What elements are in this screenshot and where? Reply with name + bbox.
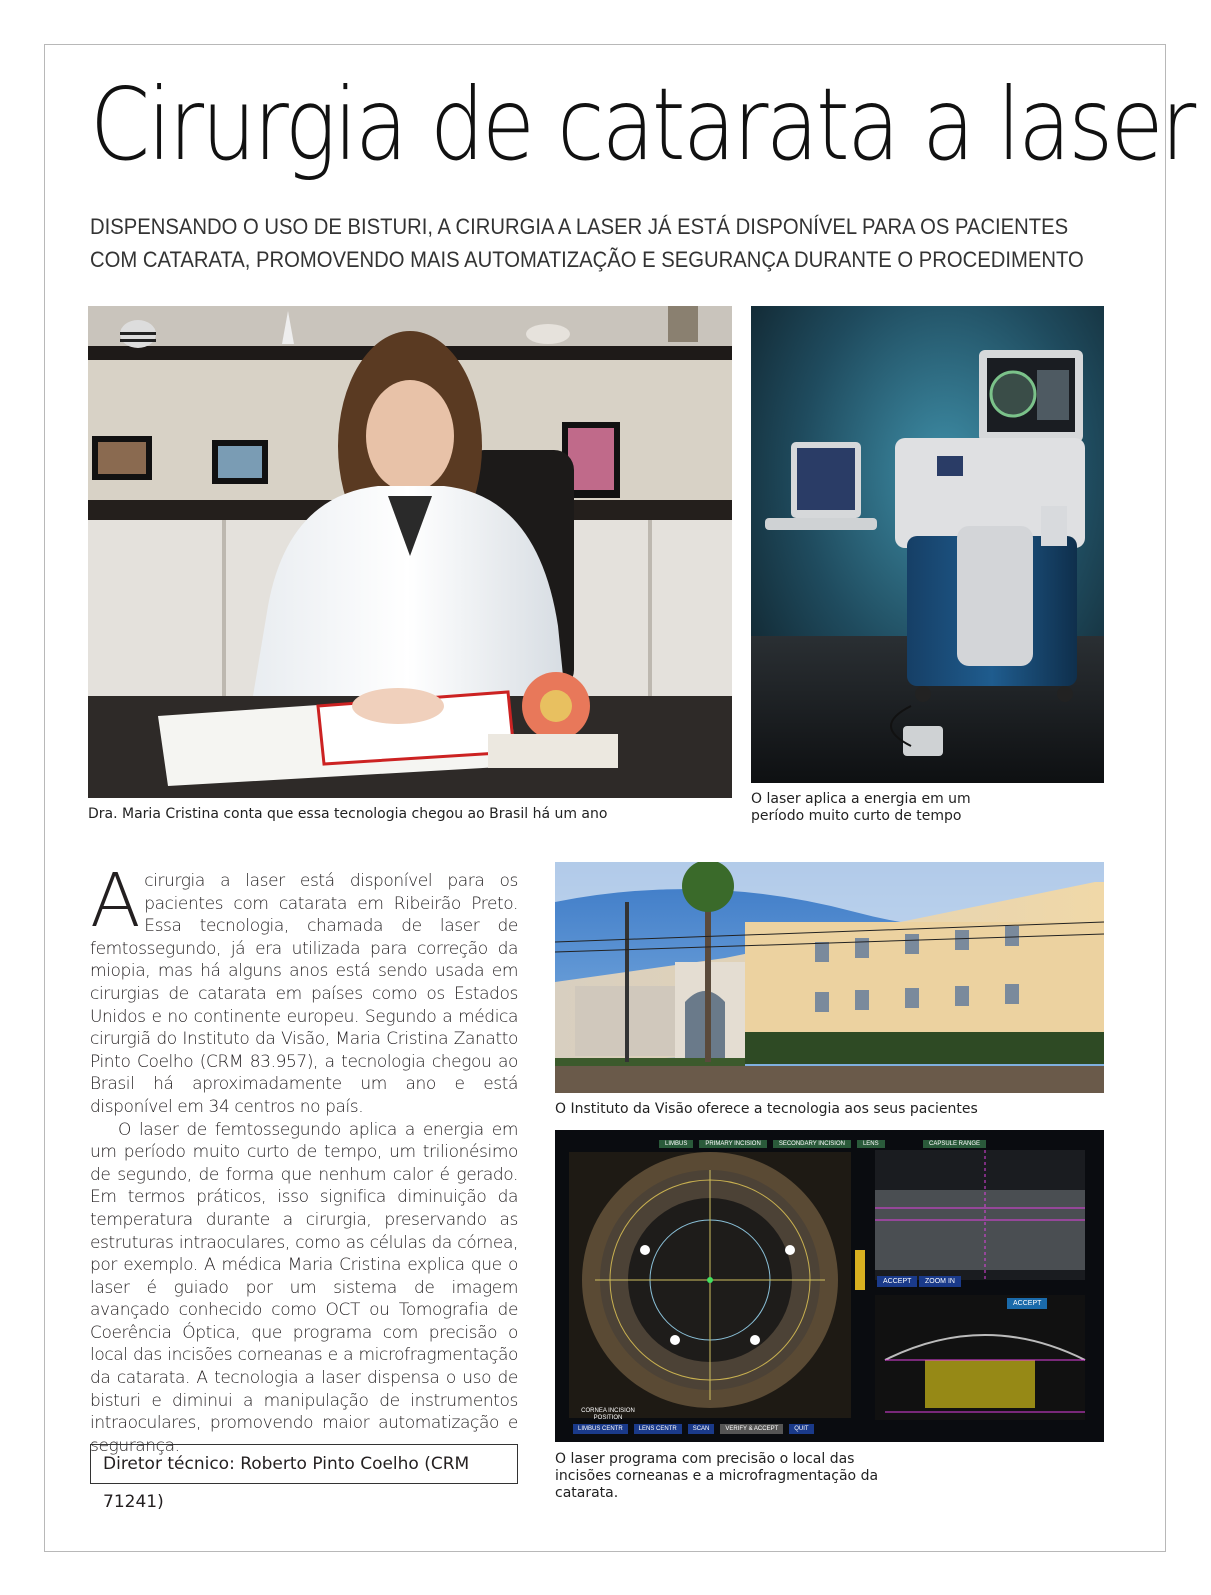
paragraph-2: O laser de femtossegundo aplica a energia em um período muito curto de tempo, um trilionésimo de segundo, de forma que nenhum calor é gerado. Em termos práticos, isso significa diminuição da temperatura durante a cirurgia, preservando as estruturas intraoculares, como as células da córnea, por exemplo. A médica Maria Cristina explica que o laser é guiado por um sistema de imagem avançado conhecido como OCT ou Tomografia de Coerência Óptica, que programa com precisão o local das incisões corneanas e a microfragmentação da catarata. A tecnologia a laser dispensa o uso de bisturi e diminui a manipulação de instrumentos intraoculares, promovendo maior automatização e segurança. bbox=[90, 1119, 518, 1456]
cornea-incision-label: CORNEA INCISION POSITION bbox=[581, 1408, 635, 1421]
zoom-in-button[interactable]: ZOOM IN bbox=[919, 1276, 961, 1287]
limbus-tab[interactable]: LIMBUS bbox=[659, 1140, 693, 1148]
laser-machine-photo bbox=[751, 306, 1104, 783]
subtitle-line-2: COM CATARATA, PROMOVENDO MAIS AUTOMATIZAÇÃO E SEGURANÇA DURANTE O PROCEDIMENTO bbox=[90, 247, 1084, 272]
lens-tab[interactable]: LENS bbox=[857, 1140, 885, 1148]
page-title: Cirurgia de catarata a laser bbox=[90, 66, 1194, 183]
caption-building: O Instituto da Visão oferece a tecnologia aos seus pacientes bbox=[555, 1101, 978, 1117]
subtitle bbox=[90, 210, 1093, 276]
secondary-incision-tab[interactable]: SECONDARY INCISION bbox=[773, 1140, 851, 1148]
director-box: Diretor técnico: Roberto Pinto Coelho (CRM 71241) bbox=[90, 1444, 518, 1484]
caption-doctor: Dra. Maria Cristina conta que essa tecnologia chegou ao Brasil há um ano bbox=[88, 806, 608, 822]
article-body bbox=[90, 858, 518, 1457]
subtitle-line-1: DISPENSANDO O USO DE BISTURI, A CIRURGIA A LASER JÁ ESTÁ DISPONÍVEL PARA OS PACIENTES bbox=[90, 214, 1069, 239]
paragraph-1 bbox=[90, 858, 518, 1119]
quit-button[interactable]: QUIT bbox=[789, 1424, 813, 1434]
oct-screen-photo bbox=[555, 1130, 1104, 1442]
caption-laser-machine: O laser aplica a energia em um período muito curto de tempo bbox=[751, 791, 971, 824]
bottom-button-row bbox=[573, 1424, 814, 1434]
scan-button[interactable]: SCAN bbox=[688, 1424, 715, 1434]
doctor-photo bbox=[88, 306, 732, 798]
verify-accept-button[interactable]: VERIFY & ACCEPT bbox=[720, 1424, 783, 1434]
drop-cap: A bbox=[90, 858, 141, 944]
limbus-centr-button[interactable]: LIMBUS CENTR bbox=[573, 1424, 628, 1434]
caption-oct-screen: O laser programa com precisão o local das incisões corneanas e a microfragmentação da catarata. bbox=[555, 1451, 879, 1501]
capsule-range-tab[interactable]: CAPSULE RANGE bbox=[923, 1140, 986, 1148]
primary-incision-tab[interactable]: PRIMARY INCISION bbox=[699, 1140, 766, 1148]
top-button-row bbox=[659, 1140, 885, 1148]
building-photo bbox=[555, 862, 1104, 1093]
accept-button-2[interactable]: ACCEPT bbox=[1007, 1298, 1047, 1309]
paragraph-1-text: cirurgia a laser está disponível para os pacientes com catarata em Ribeirão Preto. Essa tecnologia, chamada de laser de femtossegundo, já era utilizada para correção da miopia, mas há alguns anos está sendo usada em cirurgias de catarata em países como os Estados Unidos e no continente europeu. Segundo a médica cirurgiã do Instituto da Visão, Maria Cristina Zanatto Pinto Coelho (CRM 83.957), a tecnologia chegou ao Brasil há aproximadamente um ano e está disponível em 34 centros no país. bbox=[90, 871, 518, 1117]
accept-button[interactable]: ACCEPT bbox=[877, 1276, 917, 1287]
lens-centr-button[interactable]: LENS CENTR bbox=[634, 1424, 682, 1434]
